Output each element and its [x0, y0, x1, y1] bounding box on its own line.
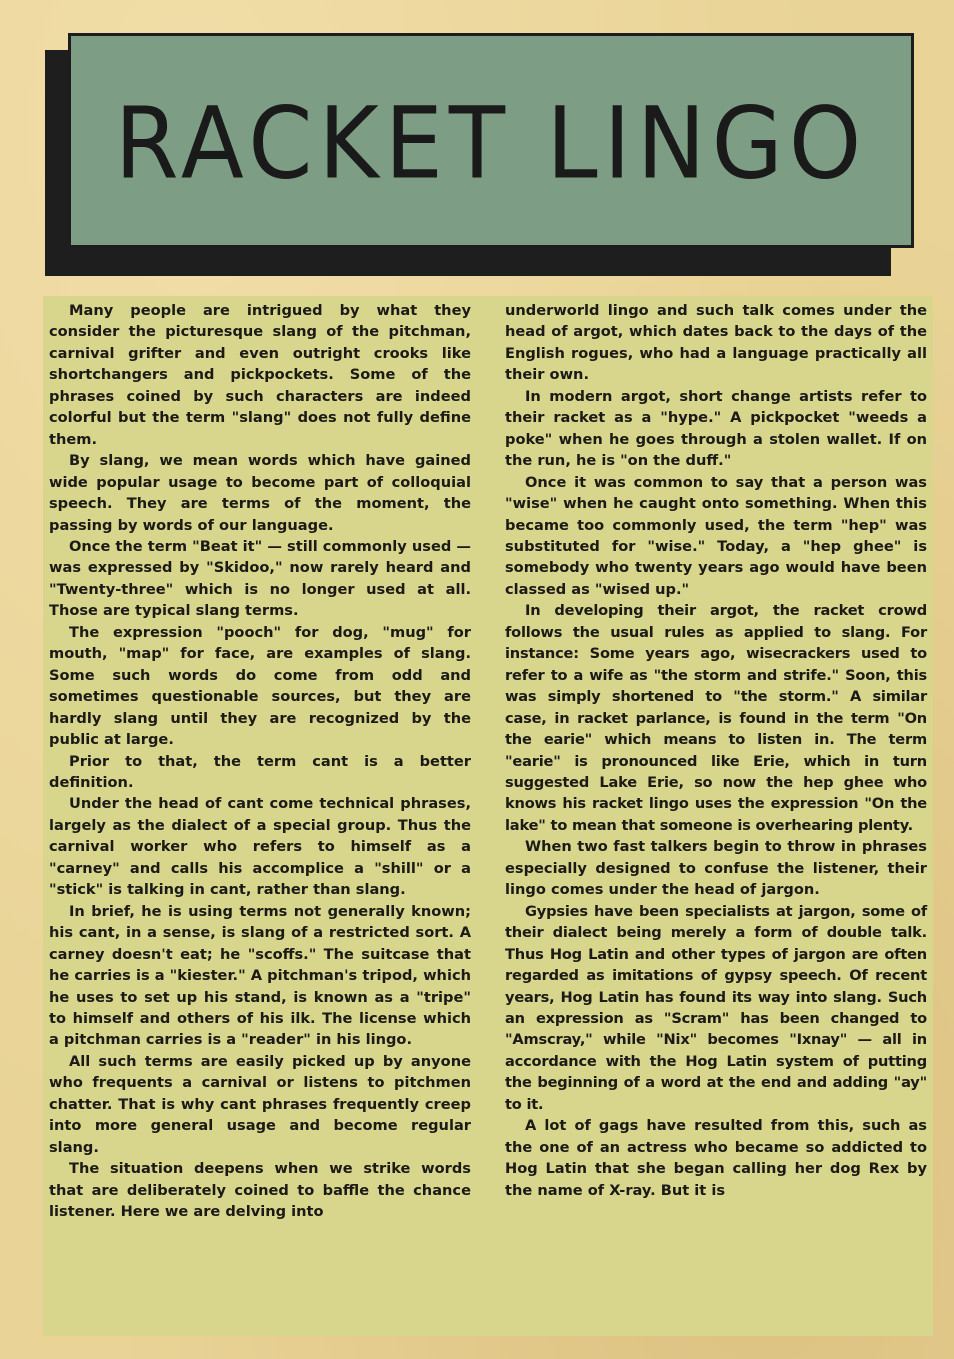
paragraph: All such terms are easily picked up by anyone who frequents a carnival or listens to pitchmen chatter. That is why cant phrases frequently creep into more general usage and become regular slang.: [49, 1052, 471, 1156]
paragraph: In brief, he is using terms not generally known; his cant, in a sense, is slang of a restricted sort. A carney doesn't eat; he "scoffs." The suitcase that he carries is a "kiester." A pitchman's tripod, which he uses to set up his stand, is known as a "tripe" to himself and others of his ilk. The license which a pitchman carries is a "reader" in his lingo.: [49, 902, 471, 1049]
paragraph-continuation: underworld lingo and such talk comes under the head of argot, which dates back to the days of the English rogues, who had a language practically all their own.: [505, 302, 927, 384]
paragraph: Under the head of cant come technical phrases, largely as the dialect of a special group. Thus the carnival worker who refers to himself as a "carney" and calls his accomplice a "shill" or a "stick" is talking in cant, rather than slang.: [49, 795, 471, 899]
paragraph: A lot of gags have resulted from this, such as the one of an actress who became so addicted to Hog Latin that she began calling her dog Rex by the name of X-ray. But it is: [505, 1117, 927, 1199]
paragraph: When two fast talkers begin to throw in phrases especially designed to confuse the listener, their lingo comes under the head of jargon.: [505, 838, 927, 899]
paragraph: The situation deepens when we strike words that are deliberately coined to baffle the chance listener. Here we are delving into: [49, 1160, 471, 1221]
article-title: RACKET LINGO: [114, 85, 868, 202]
paragraph: Once the term "Beat it" — still commonly used — was expressed by "Skidoo," now rarely heard and "Twenty-three" which is no longer used at all. Those are typical slang terms.: [49, 537, 471, 620]
paragraph: By slang, we mean words which have gained wide popular usage to become part of colloquial speech. They are terms of the moment, the passing by words of our language.: [49, 452, 471, 534]
paragraph: Many people are intrigued by what they consider the picturesque slang of the pitchman, carnival grifter and even outright crooks like shortchangers and pickpockets. Some of the phrases coined by such characters are indeed colorful but the term "slang" does not fully define them.: [49, 302, 471, 448]
paragraph: Once it was common to say that a person was "wise" when he caught onto something. When this became too commonly used, the term "hep" was substituted for "wise." Today, a "hep ghee" is somebody who twenty years ago would have been classed as "wised up.": [505, 473, 927, 598]
article-body: [43, 296, 933, 1336]
left-column: [49, 300, 471, 1222]
paragraph: In developing their argot, the racket crowd follows the usual rules as applied to slang. For instance: Some years ago, wisecrackers used to refer to a wife as "the storm and strife." Soon, this was simply shortened to "the storm." A similar case, in racket parlance, is found in the term "On the earie" which means to listen in. The term "earie" is pronounced like Erie, which in turn suggested Lake Erie, so now the hep ghee who knows his racket lingo uses the expression "On the lake" to mean that someone is overhearing plenty.: [505, 602, 927, 834]
right-column: [505, 300, 927, 1201]
title-banner: [68, 33, 914, 248]
paragraph: The expression "pooch" for dog, "mug" for mouth, "map" for face, are examples of slang. Some such words do come from odd and sometimes questionable sources, but they are hardly slang until they are recognized by the public at large.: [49, 623, 471, 749]
paragraph: Gypsies have been specialists at jargon, some of their dialect being merely a form of double talk. Thus Hog Latin and other types of jargon are often regarded as imitations of gypsy speech. Of recent years, Hog Latin has found its way into slang. Such an expression as "Scram" has been changed to "Amscray," while "Nix" becomes "Ixnay" — all in accordance with the Hog Latin system of putting the beginning of a word at the end and adding "ay" to it.: [505, 902, 927, 1113]
paragraph: In modern argot, short change artists refer to their racket as a "hype." A pickpocket "weeds a poke" when he goes through a stolen wallet. If on the run, he is "on the duff.": [505, 387, 927, 470]
paragraph: Prior to that, the term cant is a better definition.: [49, 752, 471, 791]
